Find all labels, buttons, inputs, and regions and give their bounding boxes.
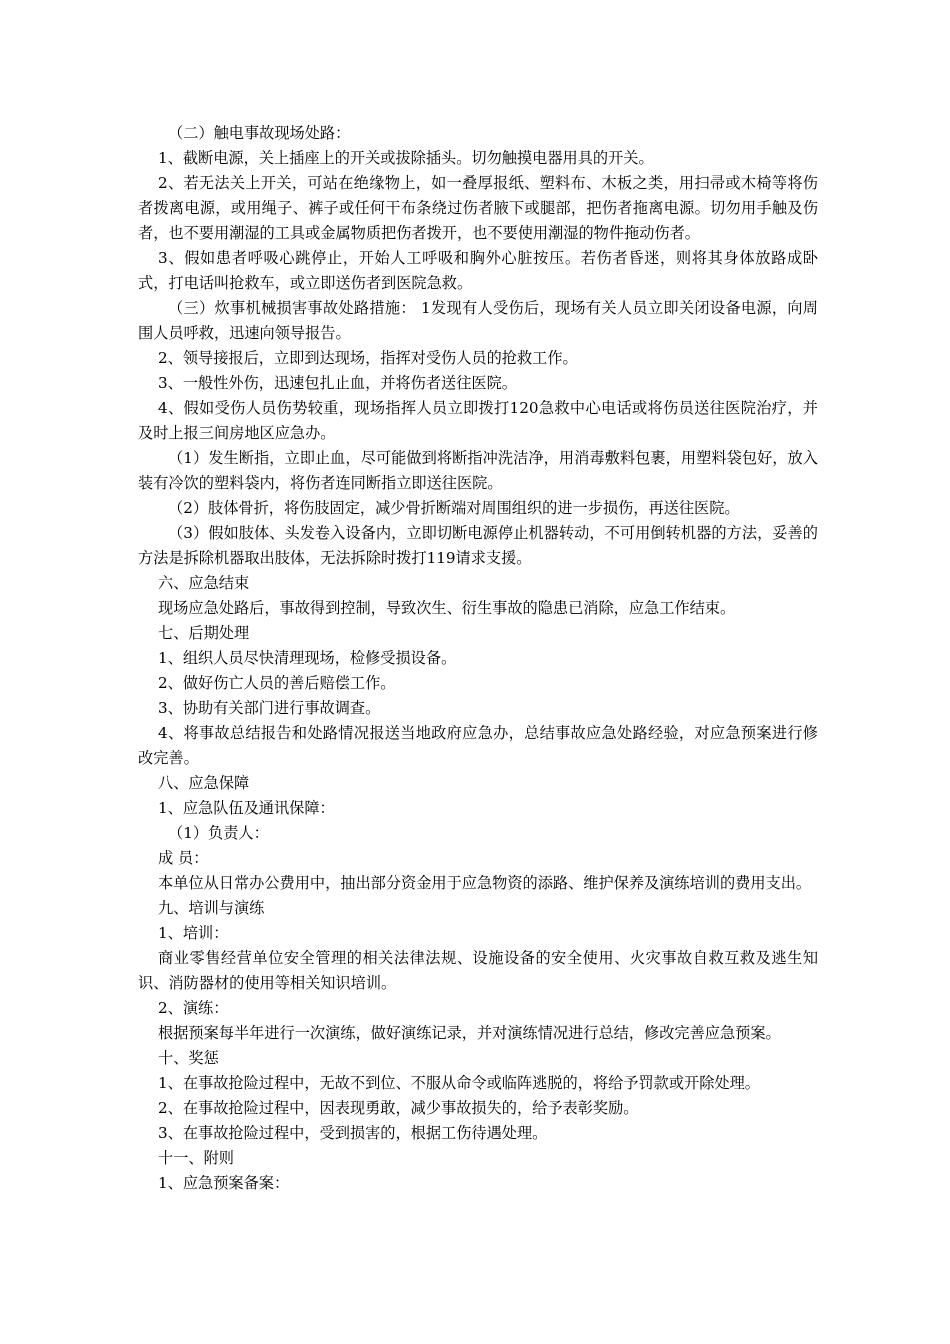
paragraph: 成 员：	[158, 849, 209, 867]
section-heading-support: 八、应急保障	[158, 774, 250, 792]
paragraph: （1）发生断指，立即止血，尽可能做到将断指冲洗洁净，用消毒敷料包裹，用塑料袋包好，放入装有冷饮的塑料袋内，将伤者连同断指立即送往医院。	[138, 449, 818, 492]
paragraph: 3、一般性外伤，迅速包扎止血，并将伤者送往医院。	[158, 374, 517, 392]
paragraph: 1、培训：	[158, 924, 229, 942]
document-body	[138, 121, 818, 1196]
section-heading-rewards: 十、奖惩	[158, 1049, 219, 1067]
paragraph: 现场应急处路后，事故得到控制，导致次生、衍生事故的隐患已消除，应急工作结束。	[158, 599, 736, 617]
paragraph: 4、将事故总结报告和处路情况报送当地政府应急办，总结事故应急处路经验，对应急预案进行修改完善。	[138, 724, 818, 767]
section-heading-appendix: 十一、附则	[158, 1149, 234, 1167]
paragraph: 2、在事故抢险过程中，因表现勇敢，减少事故损失的，给予表彰奖励。	[158, 1099, 639, 1117]
paragraph: 1、在事故抢险过程中，无故不到位、不服从命令或临阵逃脱的，将给予罚款或开除处理。	[158, 1074, 760, 1092]
section-heading-electric-shock: （二）触电事故现场处路：	[168, 124, 351, 142]
paragraph: 1、应急预案备案：	[158, 1174, 290, 1192]
paragraph: 1、截断电源，关上插座上的开关或拔除插头。切勿触摸电器用具的开关。	[158, 149, 654, 167]
paragraph: 1、应急队伍及通讯保障：	[158, 799, 335, 817]
paragraph: （3）假如肢体、头发卷入设备内，立即切断电源停止机器转动，不可用倒转机器的方法，妥善的方法是拆除机器取出肢体，无法拆除时拨打119请求支援。	[138, 524, 818, 567]
paragraph: 商业零售经营单位安全管理的相关法律法规、设施设备的安全使用、火灾事故自救互救及逃生知识、消防器材的使用等相关知识培训。	[138, 949, 818, 992]
section-heading-emergency-end: 六、应急结束	[158, 574, 250, 592]
paragraph: 2、做好伤亡人员的善后赔偿工作。	[158, 674, 396, 692]
paragraph: 3、在事故抢险过程中，受到损害的，根据工伤待遇处理。	[158, 1124, 548, 1142]
paragraph: 2、领导接报后，立即到达现场，指挥对受伤人员的抢救工作。	[158, 349, 578, 367]
paragraph: 4、假如受伤人员伤势较重，现场指挥人员立即拨打120急救中心电话或将伤员送往医院治疗，并及时上报三间房地区应急办。	[138, 399, 818, 442]
paragraph: 3、假如患者呼吸心跳停止，开始人工呼吸和胸外心脏按压。若伤者昏迷，则将其身体放路成卧式，打电话叫抢救车，或立即送伤者到医院急救。	[138, 249, 818, 292]
paragraph: 1、组织人员尽快清理现场，检修受损设备。	[158, 649, 457, 667]
section-heading-kitchen-machinery: （三）炊事机械损害事故处路措施： 1发现有人受伤后，现场有关人员立即关闭设备电源，向周围人员呼救，迅速向领导报告。	[138, 299, 818, 342]
paragraph: （2）肢体骨折，将伤肢固定，减少骨折断端对周围组织的进一步损伤，再送往医院。	[168, 499, 740, 517]
paragraph: 3、协助有关部门进行事故调查。	[158, 699, 381, 717]
paragraph: 本单位从日常办公费用中，抽出部分资金用于应急物资的添路、维护保养及演练培训的费用支出。	[158, 874, 812, 892]
paragraph: 2、若无法关上开关，可站在绝缘物上，如一叠厚报纸、塑料布、木板之类，用扫帚或木椅等将伤者拨离电源，或用绳子、裤子或任何干布条绕过伤者腋下或腿部，把伤者拖离电源。切勿用手触及伤者，也不要用潮湿的工具或金属物质把伤者拨开，也不要使用潮湿的物件拖动伤者。	[138, 174, 818, 242]
paragraph: （1）负责人：	[168, 824, 269, 842]
paragraph: 根据预案每半年进行一次演练，做好演练记录，并对演练情况进行总结，修改完善应急预案。	[158, 1024, 781, 1042]
section-heading-aftermath: 七、后期处理	[158, 624, 250, 642]
paragraph: 2、演练：	[158, 999, 229, 1017]
section-heading-training: 九、培训与演练	[158, 899, 265, 917]
